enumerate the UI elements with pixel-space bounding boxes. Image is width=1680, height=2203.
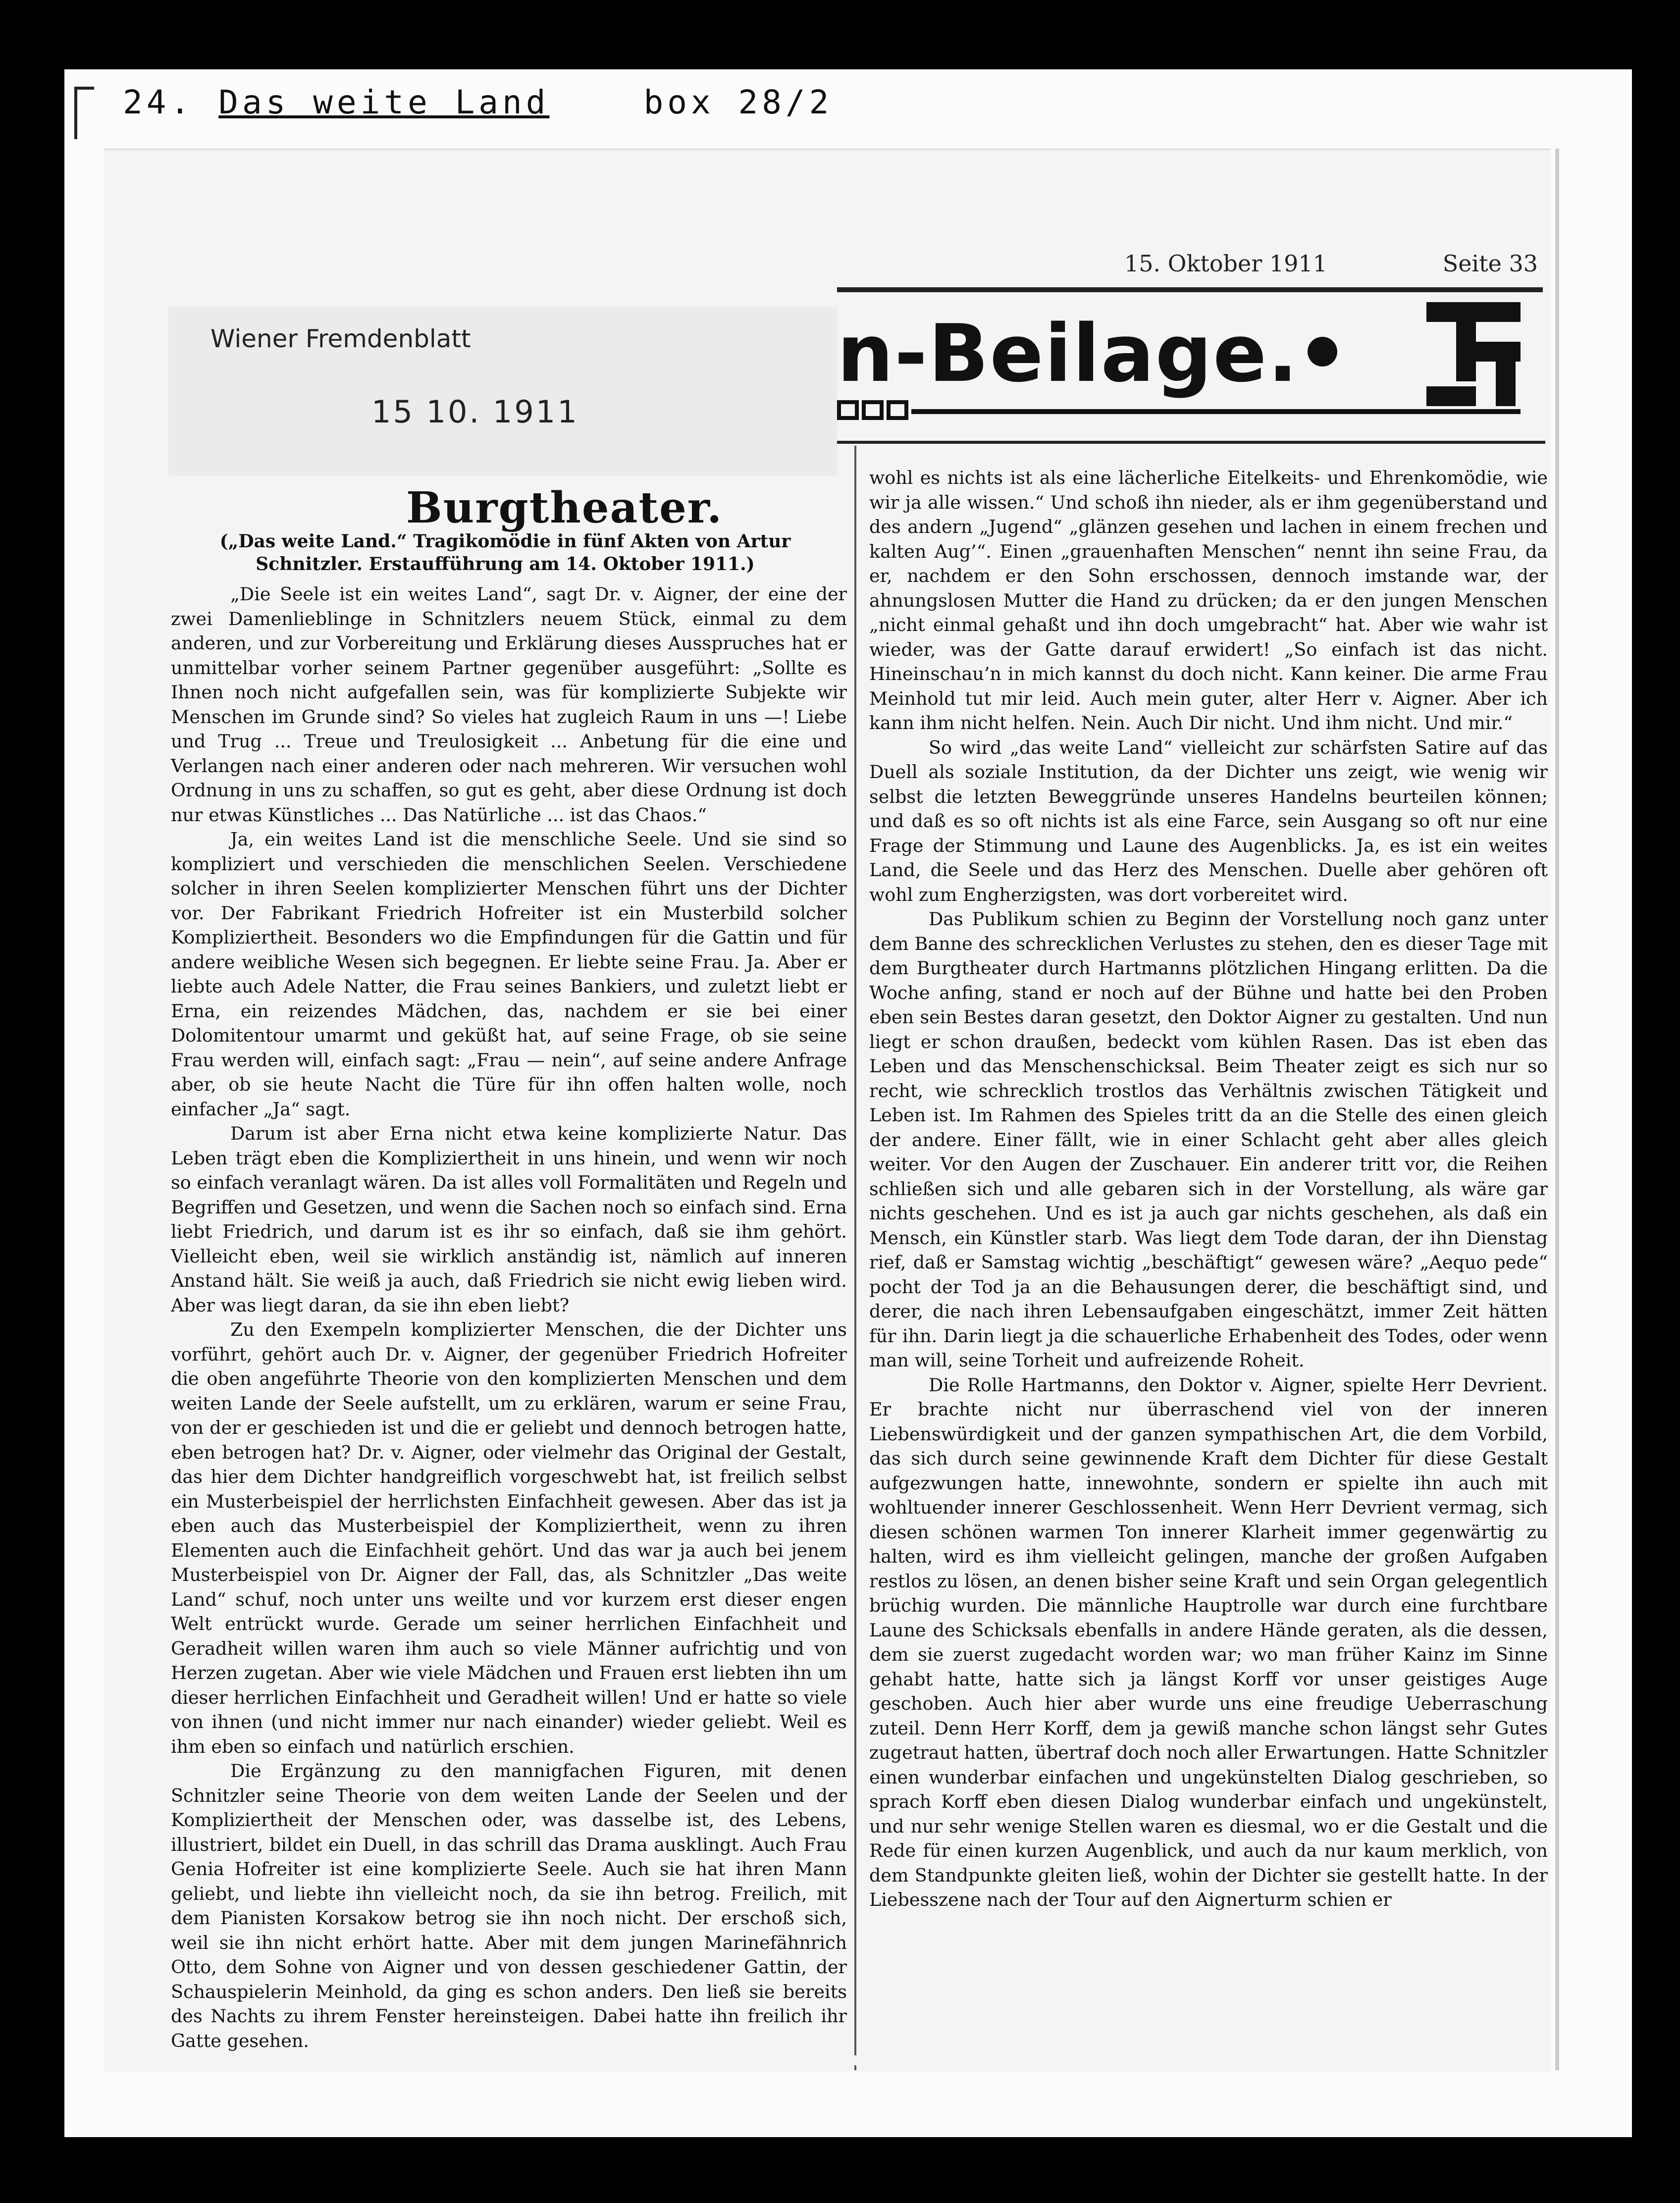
archive-box: box 28/2: [643, 83, 833, 121]
bottom-edge: [171, 2055, 1548, 2065]
paragraph: Das Publikum schien zu Beginn der Vorstellung noch ganz unter dem Banne des schrecklichen Verlustes zu stehen, den es dieser Tage mit dem Burgtheater durch Hartmanns plötzlichen Hingang erlitten. Da die Woche anfing, stand er noch auf der Bühne und hatte bei den Proben eben sein Bestes daran gesetzt, den Doktor Aigner zu gestalten. Und nun liegt er schon draußen, bedeckt vom kühlen Rasen. Das ist eben das Leben und das Menschenschicksal. Beim Theater zeigt es sich nur so recht, wie schrecklich trostlos das Verhältnis zwischen Tätigkeit und Leben ist. Im Rahmen des Spieles tritt da an die Stelle des einen gleich der andere. Einer fällt, wie in einer Schlacht geht aber alles gleich weiter. Vor den Augen der Zuschauer. Ein anderer tritt vor, die Reihen schließen sich und alle gebaren sich in der Vorstellung, als wäre gar nichts geschehen. Und es ist ja auch gar nichts geschehen, als daß ein Mensch, ein Künstler starb. Was liegt dem Tode daran, der ihn Dienstag rief, daß er Samstag wichtig „beschäftigt“ gewesen wäre? „Aequo pede“ pocht der Tod ja an die Behausungen derer, die beschäftigt sind, und derer, die nach ihren Lebensaufgaben eingeschätzt, immer Zeit hätten für ihn. Darin liegt ja die schauerliche Erhabenheit des Todes, oder wenn man will, seine Torheit und aufreizende Roheit.: [869, 908, 1548, 1371]
archive-title: Das weite Land: [218, 83, 550, 121]
paragraph: Die Rolle Hartmanns, den Doktor v. Aigner, spielte Herr Devrient. Er brachte nicht nur überraschend viel von der inneren Liebenswürdigkeit und der ganzen sympathischen Art, die dem Vorbild, das sich durch seine gewinnende Kraft dem Dichter für diese Gestalt aufgezwungen hatte, innewohnte, sondern er spielte ihn auch mit wohltuender innerer Geschlossenheit. Wenn Herr Devrient vermag, sich diesen schönen warmen Ton innerer Klarheit immer gegenwärtig zu halten, wird es ihm vielleicht gelingen, manche der großen Aufgaben restlos zu lösen, an denen bisher seine Kraft und sein Organ gelegentlich brüchig wurden. Die männliche Hauptrolle war durch eine furchtbare Laune des Schicksals ebenfalls in andere Hände geraten, als die dessen, dem sie zuerst zugedacht worden war; wo man früher Kainz im Sinne gehabt hatte, hatte sich ja längst Korff vor unser geistiges Auge geschoben. Auch hier aber wurde uns eine freudige Ueberraschung zuteil. Denn Herr Korff, dem ja gewiß manche schon längst sehr Gutes zugetraut hatten, übertraf doch noch aller Erwartungen. Hatte Schnitzler einen wunderbar einfachen und ungekünstelten Dialog geschrieben, so sprach Korff eben diesen Dialog wunderbar einfach und ungekünstelt, und nur sehr wenige Stellen waren es diesmal, wo er die Gestalt und die Rede für einen kurzen Augenblick, und auch da nur kaum merklich, von dem Standpunkte gleiten ließ, wohin der Dichter sie gestellt hatte. In der Liebesszene nach der Tour auf den Aignerturm schien er: [869, 1374, 1548, 1910]
newspaper-page: Seite 33: [1442, 250, 1538, 277]
newspaper-date: 15. Oktober 1911: [1124, 250, 1327, 277]
newspaper-header: [837, 250, 1543, 280]
header-rule: [837, 287, 1543, 292]
source-name: Wiener Fremdenblatt: [210, 324, 471, 353]
source-label: [168, 307, 837, 475]
right-column: [869, 466, 1548, 1912]
source-date: 15 10. 1911: [371, 394, 579, 430]
corner-mark: [74, 87, 94, 139]
left-column: [171, 582, 847, 2053]
chain-ornament: [837, 396, 1525, 426]
paragraph: „Die Seele ist ein weites Land“, sagt Dr. v. Aigner, der eine der zwei Damenlieblinge in Schnitzlers neuem Stück, einmal zu dem anderen, und zur Vorbereitung und Erklärung dieses Ausspruches hat er unmittelbar vorher seinem Partner gegenüber ausgeführt: „Sollte es Ihnen noch nicht aufgefallen sein, was für komplizierte Subjekte wir Menschen im Grunde sind? So vieles hat zugleich Raum in uns —! Liebe und Trug ... Treue und Treulosigkeit ... Anbetung für die eine und Verlangen nach einer anderen oder nach mehreren. Wir versuchen wohl Ordnung in uns zu schaffen, so gut es geht, aber diese Ordnung ist doch nur etwas Künstliches ... Das Natürliche ... ist das Chaos.“: [171, 583, 847, 826]
bullet-ornament: [1308, 337, 1337, 367]
paragraph: Ja, ein weites Land ist die menschliche Seele. Und sie sind so kompliziert und verschieden die menschlichen Seelen. Verschiedene solcher in ihren Seelen komplizierter Menschen führt uns der Dichter vor. Der Fabrikant Friedrich Hofreiter ist ein Musterbild solcher Kompliziertheit. Besonders wo die Empfindungen für die Gattin und für andere weibliche Wesen sich begegnen. Er liebte seine Frau. Ja. Aber er liebte auch Adele Natter, die Frau seines Bankiers, und zuletzt liebt er Erna, ein reizendes Mädchen, das, nachdem er sie bei einer Dolomitentour umarmt und geküßt hat, auf seine Frage, ob sie seine Frau werden will, einfach sagt: „Frau — nein“, auf seine andere Anfrage aber, ob sie heute Nacht die Türe für ihn offen halten wolle, noch einfacher „Ja“ sagt.: [171, 829, 847, 1120]
article-heading: Burgtheater.: [406, 483, 723, 533]
archive-number: 24.: [123, 83, 194, 121]
section-title: n-Beilage.: [837, 307, 1299, 400]
paragraph: Die Ergänzung zu den mannigfachen Figuren, mit denen Schnitzler seine Theorie von dem weiten Lande der Seelen und der Kompliziertheit der Menschen oder, was dasselbe ist, des Lebens, illustriert, bildet ein Duell, in das schrill das Drama ausklingt. Auch Frau Genia Hofreiter ist eine komplizierte Seele. Auch sie hat ihren Mann geliebt, und liebte ihn vielleicht noch, da sie ihn betrog. Freilich, mit dem Pianisten Korsakow betrog sie ihn noch nicht. Der erschoß sich, weil sie ihn nicht erhört hatte. Aber mit dem jungen Marinefähnrich Otto, dem Sohne von Aigner und von dessen geschiedener Gattin, der Schauspielerin Meinhold, da ging es schon anders. Den ließ sie bereits des Nachts zu ihrem Fenster hereinsteigen. Dabei hatte ihn freilich ihr Gatte gesehen.: [171, 1760, 847, 2051]
article-subheading: („Das weite Land.“ Tragikomödie in fünf Akten von Artur Schnitzler. Erstaufführung am 14. Oktober 1911.): [219, 531, 791, 575]
paragraph: So wird „das weite Land“ vielleicht zur schärfsten Satire auf das Duell als soziale Institution, da der Dichter uns zeigt, wie wenig wir selbst die letzten Beweggründe unseres Handelns beurteilen können; und daß es so oft nichts ist als eine Farce, sein Ausgang so oft nur eine Frage der Stimmung und Laune des Augenblicks. Ja, es ist ein weites Land, die Seele und das Herz des Menschen. Duelle aber gehören oft wohl zum Engherzigsten, was dort vorbereitet wird.: [869, 736, 1548, 905]
column-rule: [837, 441, 1545, 444]
corner-ornament: [1426, 297, 1525, 411]
clipping-edge: [1555, 149, 1559, 2070]
archive-header: [123, 83, 833, 121]
column-separator: [854, 446, 856, 2070]
paragraph: wohl es nichts ist als eine lächerliche Eitelkeits- und Ehrenkomödie, wie wir ja alle wissen.“ Und schoß ihn nieder, als er ihm gegenüberstand und des andern „Jugend“ „glänzen gesehen und lachen in einem frechen und kalten Aug’“. Einen „grauenhaften Menschen“ nennt ihn seine Frau, da er, nachdem er den Sohn erschossen, dennoch imstande war, der ahnungslosen Mutter die Hand zu drücken; da er den jungen Menschen „nicht einmal gehaßt und ihn doch umgebracht“ hat. Aber wie wahr ist wieder, was der Gatte darauf erwidert! „So einfach ist das nicht. Hineinschau’n in mich kannst du doch nicht. Kann keiner. Die arme Frau Meinhold tut mir leid. Auch mein guter, alter Herr v. Aigner. Aber ich kann ihm nicht helfen. Nein. Auch Dir nicht. Und ihm nicht. Und mir.“: [869, 467, 1548, 734]
paragraph: Darum ist aber Erna nicht etwa keine komplizierte Natur. Das Leben trägt eben die Kompliziertheit in uns hinein, und wenn wir noch so einfach veranlagt wären. Da ist alles voll Formalitäten und Regeln und Begriffen und Gesetzen, und wenn die Sachen noch so einfach sind. Erna liebt Friedrich, und darum ist es ihr so einfach, daß sie ihm gehört. Vielleicht eben, weil sie wirklich anständig ist, nämlich auf inneren Anstand hält. Sie weiß ja auch, daß Friedrich sie nicht ewig lieben wird. Aber was liegt daran, da sie ihn eben liebt?: [171, 1123, 847, 1316]
paragraph: Zu den Exempeln komplizierter Menschen, die der Dichter uns vorführt, gehört auch Dr. v. Aigner, der gegenüber Friedrich Hofreiter die oben angeführte Theorie von den komplizierten Menschen und dem weiten Lande der Seele aufstellt, um zu erklären, warum er seine Frau, von der er geschieden ist und die er geliebt und dennoch betrogen hatte, eben betrogen hat? Dr. v. Aigner, oder vielmehr das Original der Gestalt, das hier dem Dichter handgreiflich vorgeschwebt hat, ist freilich selbst ein Musterbeispiel der herrlichsten Einfachheit gewesen. Aber das ist ja eben auch das Musterbeispiel der Kompliziertheit, wenn zu ihren Elementen auch die Einfachheit gehört. Und das war ja auch bei jenem Musterbeispiel von Dr. Aigner der Fall, das, als Schnitzler „Das weite Land“ schuf, noch unter uns weilte und vor kurzem erst dieser engen Welt entrückt wurde. Gerade um seiner herrlichen Einfachheit und Geradheit willen waren ihm auch so viele Männer aufrichtig und von Herzen zugetan. Aber wie viele Mädchen und Frauen erst liebten ihn um dieser herrlichen Einfachheit und Geradheit willen! Und er hatte so viele von ihnen (und nicht immer nur nach einander) wieder geliebt. Weil es ihm eben so einfach und natürlich erschien.: [171, 1319, 847, 1757]
